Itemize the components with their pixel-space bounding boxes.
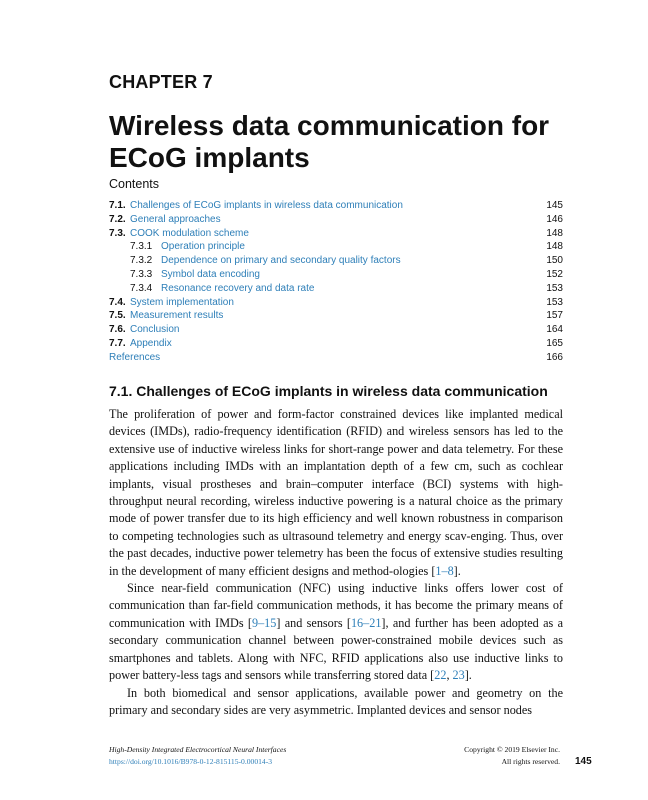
toc-number: 7.3.3 xyxy=(130,268,153,280)
toc-number: 7.5. xyxy=(109,310,126,322)
page-number: 145 xyxy=(575,756,592,767)
toc-subentry[interactable] xyxy=(109,282,563,296)
toc-entry[interactable] xyxy=(109,199,563,213)
toc-link[interactable]: Dependence on primary and secondary quality factors xyxy=(161,255,401,267)
toc-entry[interactable] xyxy=(109,296,563,310)
toc-link[interactable]: COOK modulation scheme xyxy=(130,227,249,239)
toc-number: 7.4. xyxy=(109,296,126,308)
citation-link[interactable]: 22 xyxy=(434,668,447,683)
toc-entry[interactable] xyxy=(109,213,563,227)
toc-link[interactable]: Challenges of ECoG implants in wireless data communication xyxy=(130,200,403,211)
toc-subentry[interactable] xyxy=(109,254,563,268)
paragraph-text: , xyxy=(446,668,453,683)
toc-link[interactable]: Resonance recovery and data rate xyxy=(161,282,315,294)
toc-number: 7.3.4 xyxy=(130,282,153,294)
footer-left xyxy=(109,744,286,768)
paragraph-text: In both biomedical and sensor applications, available power and geometry on the primary and secondary sides are very asymmetric. Implanted devices and sensor nodes xyxy=(109,685,563,717)
citation-link[interactable]: 16–21 xyxy=(350,615,382,630)
toc-link[interactable]: General approaches xyxy=(130,213,221,225)
doi-link[interactable]: https://doi.org/10.1016/B978-0-12-815115-0.00014-3 xyxy=(109,757,273,766)
body-text xyxy=(109,406,563,719)
contents-heading: Contents xyxy=(109,177,160,191)
toc-page: 166 xyxy=(546,351,563,363)
toc-entry[interactable] xyxy=(109,323,563,337)
paragraph xyxy=(109,685,563,720)
book-title: High-Density Integrated Electrocortical Neural Interfaces xyxy=(109,745,287,754)
toc-page: 150 xyxy=(546,255,563,267)
toc-link[interactable]: References xyxy=(109,351,161,363)
toc-link[interactable]: Measurement results xyxy=(130,310,224,322)
toc-page: 157 xyxy=(546,310,563,322)
toc-subentry[interactable] xyxy=(109,268,563,282)
toc-link[interactable]: System implementation xyxy=(130,296,234,308)
paragraph-text: ]. xyxy=(453,563,461,578)
table-of-contents xyxy=(109,199,563,365)
toc-page: 148 xyxy=(546,241,563,253)
toc-number: 7.3.2 xyxy=(130,255,153,267)
toc-page: 152 xyxy=(546,268,563,280)
rights-text: All rights reserved. xyxy=(501,757,560,766)
paragraph xyxy=(109,406,563,580)
toc-entry[interactable] xyxy=(109,309,563,323)
toc-page: 146 xyxy=(546,213,563,225)
chapter-label: CHAPTER 7 xyxy=(109,72,213,92)
toc-page: 148 xyxy=(546,227,563,239)
paragraph xyxy=(109,580,563,684)
copyright-text: Copyright © 2019 Elsevier Inc. xyxy=(464,745,560,754)
chapter-title: Wireless data communication for ECoG implants xyxy=(109,110,550,173)
toc-number: 7.1. xyxy=(109,200,126,211)
footer-right xyxy=(430,744,560,768)
paragraph-text: ], and further has been adopted as a secondary communication channel between power-constrained mobile devices such as smartphones and tablets. Along with NFC, RFID applications also use inductive links to power battery-less tags and sensors while transferring stored data [ xyxy=(109,615,563,683)
toc-page: 153 xyxy=(546,282,563,294)
toc-page: 153 xyxy=(546,296,563,308)
toc-page: 164 xyxy=(546,324,563,336)
toc-link[interactable]: Conclusion xyxy=(130,324,180,336)
paragraph-text: ]. xyxy=(464,668,472,683)
toc-page: 165 xyxy=(546,337,563,349)
toc-link[interactable]: Symbol data encoding xyxy=(161,268,260,280)
citation-link[interactable]: 23 xyxy=(452,668,465,683)
toc-number: 7.2. xyxy=(109,213,126,225)
toc-link[interactable]: Operation principle xyxy=(161,241,245,253)
toc-subentry[interactable] xyxy=(109,240,563,254)
toc-entry[interactable] xyxy=(109,227,563,241)
toc-number: 7.3.1 xyxy=(130,241,153,253)
paragraph-text: Since near-field communication (NFC) using inductive links offers lower cost of communication than far-field communication methods, it has become the primary means of communication with IMDs [ xyxy=(109,581,563,630)
paragraph-text: The proliferation of power and form-factor constrained devices like implanted medical devices (IMDs), radio-frequency identification (RFID) and wireless sensors has led to the extensive use of inductive wireless links for short-range power and data telemetry. For these applications including IMDs with an implantation depth of a few cm, such as cochlear implants, visual prostheses and brain–computer interface (BCI) systems with high-throughput neural recording, wireless inductive powering is a natural choice as the primary mode of power transfer due to its high efficiency and well known robustness in comparison to competing technologies such as ultrasound telemetry and energy scav-enging. Thus, over the past decades, inductive power telemetry has been the focus of extensive studies resulting in the development of many efficient designs and method-ologies [ xyxy=(109,407,563,578)
toc-link[interactable]: Appendix xyxy=(130,337,172,349)
toc-number: 7.6. xyxy=(109,324,126,336)
toc-entry-references[interactable] xyxy=(109,351,563,365)
paragraph-text: ] and sensors [ xyxy=(276,615,351,630)
toc-number: 7.3. xyxy=(109,227,126,239)
citation-link[interactable]: 1–8 xyxy=(435,563,454,578)
toc-number: 7.7. xyxy=(109,337,126,349)
toc-page: 145 xyxy=(546,200,563,211)
section-heading: 7.1. Challenges of ECoG implants in wireless data communication xyxy=(109,383,548,399)
citation-link[interactable]: 9–15 xyxy=(251,615,277,630)
toc-entry[interactable] xyxy=(109,337,563,351)
